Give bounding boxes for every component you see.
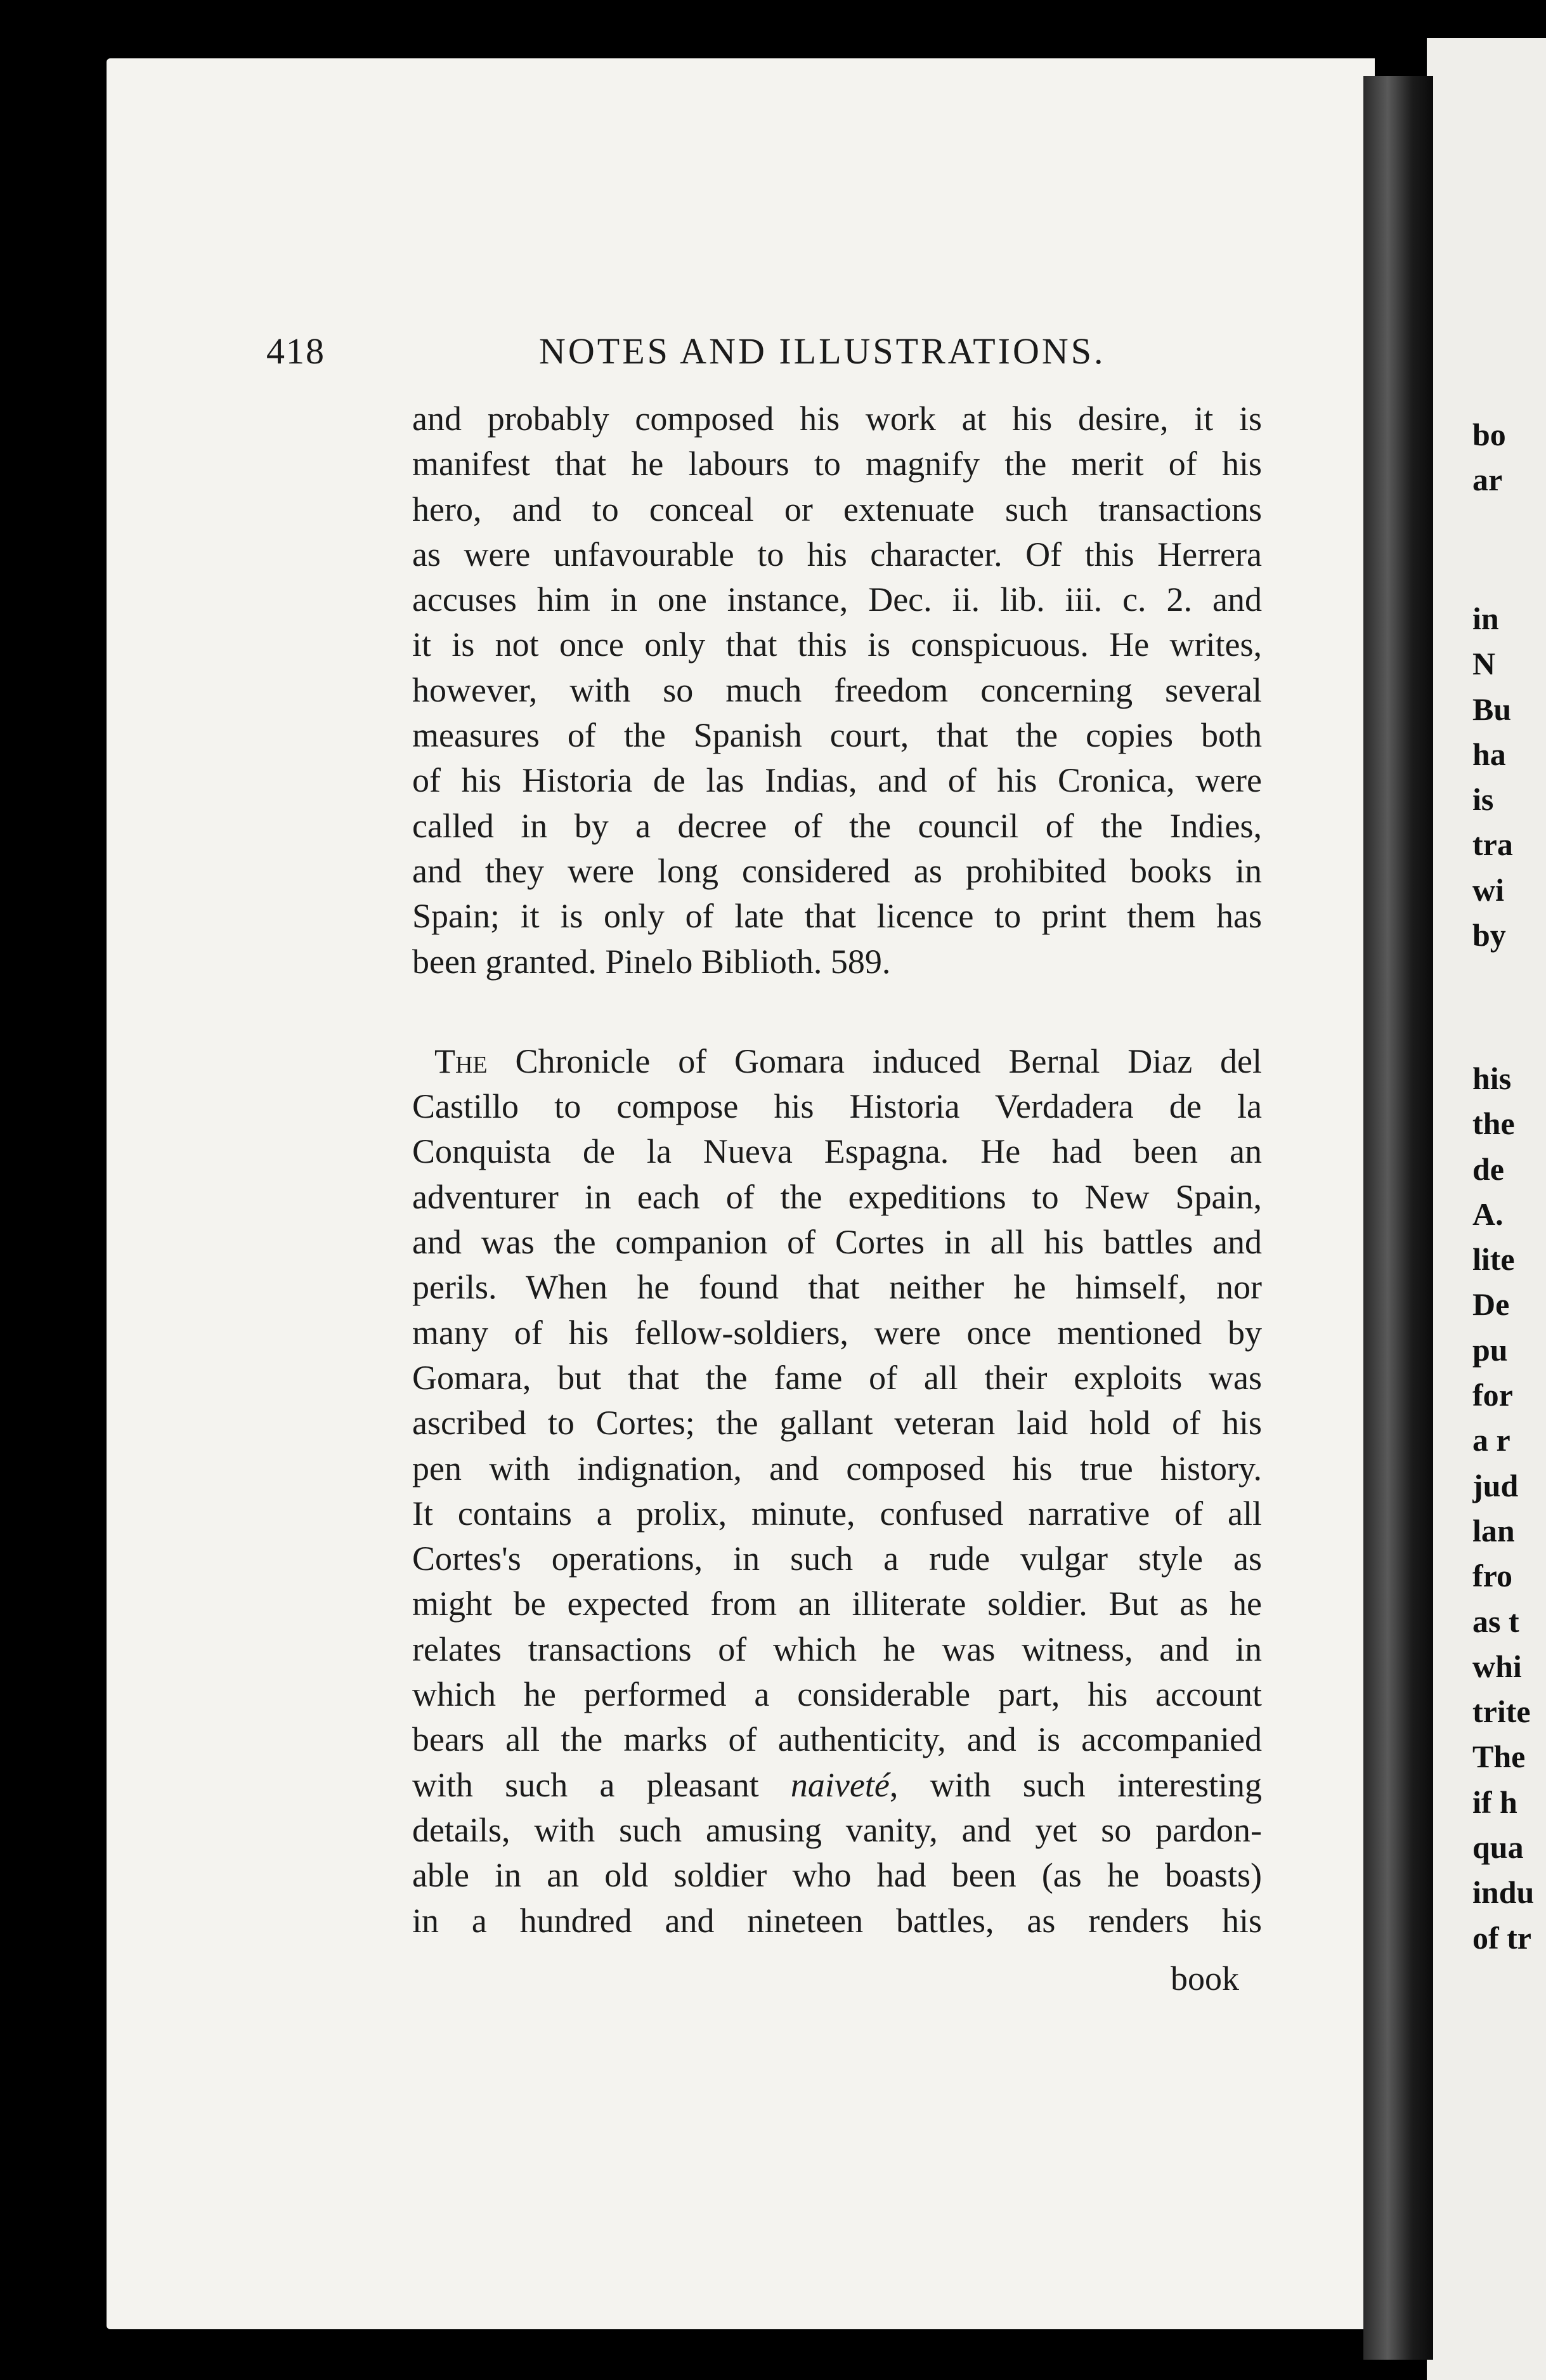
text-line: It contains a prolix, minute, confused narrative of all — [412, 1494, 1262, 1533]
facing-fragment: whi — [1472, 1648, 1522, 1684]
body-text — [412, 396, 1262, 1944]
text-line: as were unfavourable to his character. Of this Herrera — [412, 535, 1262, 573]
text-line: Castillo to compose his Historia Verdadera de la — [412, 1087, 1262, 1126]
facing-fragment: if h — [1472, 1784, 1517, 1820]
text-line: relates transactions of which he was witness, and in — [412, 1630, 1262, 1668]
text-line: ascribed to Cortes; the gallant veteran laid hold of his — [412, 1404, 1262, 1442]
facing-fragment: ha — [1472, 736, 1506, 772]
text-line: however, with so much freedom concerning several — [412, 670, 1262, 709]
text-line: it is not once only that this is conspicuous. He writes, — [412, 625, 1262, 664]
facing-fragment: lan — [1472, 1512, 1515, 1548]
text-line: and they were long considered as prohibited books in — [412, 851, 1262, 890]
facing-fragment: De — [1472, 1286, 1510, 1323]
facing-fragment: The — [1472, 1739, 1526, 1775]
text-line: and probably composed his work at his desire, it is — [412, 400, 1262, 438]
text-line: adventurer in each of the expeditions to New Spain, — [412, 1177, 1262, 1216]
text-line: Gomara, but that the fame of all their exploits was — [412, 1358, 1262, 1397]
facing-fragment: qua — [1472, 1829, 1524, 1866]
text-line — [412, 1039, 1262, 1084]
text-line: details, with such amusing vanity, and yet so pardon- — [412, 1810, 1262, 1849]
text-line: pen with indignation, and composed his true history. — [412, 1449, 1262, 1488]
facing-fragment: in — [1472, 601, 1499, 636]
facing-fragment: for — [1472, 1377, 1513, 1413]
text-line: of his Historia de las Indias, and of his Cronica, were — [412, 761, 1262, 800]
text-line: Conquista de la Nueva Espagna. He had been an — [412, 1132, 1262, 1171]
text-line: measures of the Spanish court, that the copies both — [412, 716, 1262, 755]
text-line: Spain; it is only of late that licence to print them has — [412, 897, 1262, 936]
text-line — [412, 1763, 1262, 1808]
facing-fragment: Bu — [1472, 691, 1512, 727]
facing-fragment: lite — [1472, 1241, 1515, 1278]
text-fragment: , with such interesting — [889, 1765, 1262, 1804]
facing-fragment: of tr — [1472, 1919, 1531, 1956]
facing-fragment: A. — [1472, 1196, 1504, 1232]
facing-fragment: ar — [1472, 462, 1503, 498]
text-line: Cortes's operations, in such a rude vulgar style as — [412, 1540, 1262, 1578]
facing-fragment: wi — [1472, 872, 1504, 908]
facing-page-text-bottom — [1472, 1056, 1546, 1961]
facing-fragment: bo — [1472, 417, 1506, 452]
drop-word: The — [434, 1042, 488, 1080]
book-gutter — [1363, 76, 1433, 2360]
facing-fragment: de — [1472, 1151, 1504, 1187]
facing-fragment: jud — [1472, 1467, 1519, 1503]
text-line: manifest that he labours to magnify the merit of his — [412, 445, 1262, 483]
text-line: able in an old soldier who had been (as he boasts) — [412, 1856, 1262, 1895]
text-line: in a hundred and nineteen battles, as renders his — [412, 1901, 1262, 1940]
catchword: book — [1171, 1959, 1239, 1998]
facing-page-text-top — [1472, 412, 1546, 503]
facing-fragment: is — [1472, 781, 1494, 818]
facing-fragment: a r — [1472, 1422, 1510, 1458]
text-line: many of his fellow-soldiers, were once mentioned by — [412, 1313, 1262, 1352]
paragraph-gap — [412, 984, 1262, 1039]
facing-page-text-middle — [1472, 596, 1546, 958]
text-line: might be expected from an illiterate soldier. But as he — [412, 1585, 1262, 1623]
text-fragment: Chronicle of Gomara induced Bernal Diaz del — [487, 1042, 1262, 1080]
facing-fragment: fro — [1472, 1558, 1512, 1594]
facing-fragment: as t — [1472, 1603, 1519, 1639]
text-line: which he performed a considerable part, his account — [412, 1675, 1262, 1714]
page-number: 418 — [266, 330, 325, 372]
running-head — [266, 330, 1256, 381]
text-line: been granted. Pinelo Biblioth. 589. — [412, 942, 891, 981]
facing-fragment: his — [1472, 1061, 1512, 1096]
facing-fragment: the — [1472, 1106, 1515, 1142]
page-title: NOTES AND ILLUSTRATIONS. — [539, 330, 1106, 372]
text-line: bears all the marks of authenticity, and is accompanied — [412, 1720, 1262, 1759]
text-line: and was the companion of Cortes in all his battles and — [412, 1223, 1262, 1262]
facing-fragment: N — [1472, 646, 1496, 682]
text-line: accuses him in one instance, Dec. ii. lib. iii. c. 2. and — [412, 580, 1262, 619]
facing-fragment: tra — [1472, 827, 1513, 863]
italic-word: naiveté — [790, 1765, 890, 1804]
text-line: called in by a decree of the council of the Indies, — [412, 806, 1262, 845]
facing-fragment: indu — [1472, 1874, 1535, 1911]
facing-fragment: pu — [1472, 1331, 1508, 1368]
facing-fragment: by — [1472, 917, 1506, 953]
text-line: hero, and to conceal or extenuate such transactions — [412, 490, 1262, 528]
facing-fragment: trite — [1472, 1694, 1531, 1730]
text-fragment: with such a pleasant — [412, 1765, 791, 1804]
text-line: perils. When he found that neither he himself, nor — [412, 1268, 1262, 1307]
